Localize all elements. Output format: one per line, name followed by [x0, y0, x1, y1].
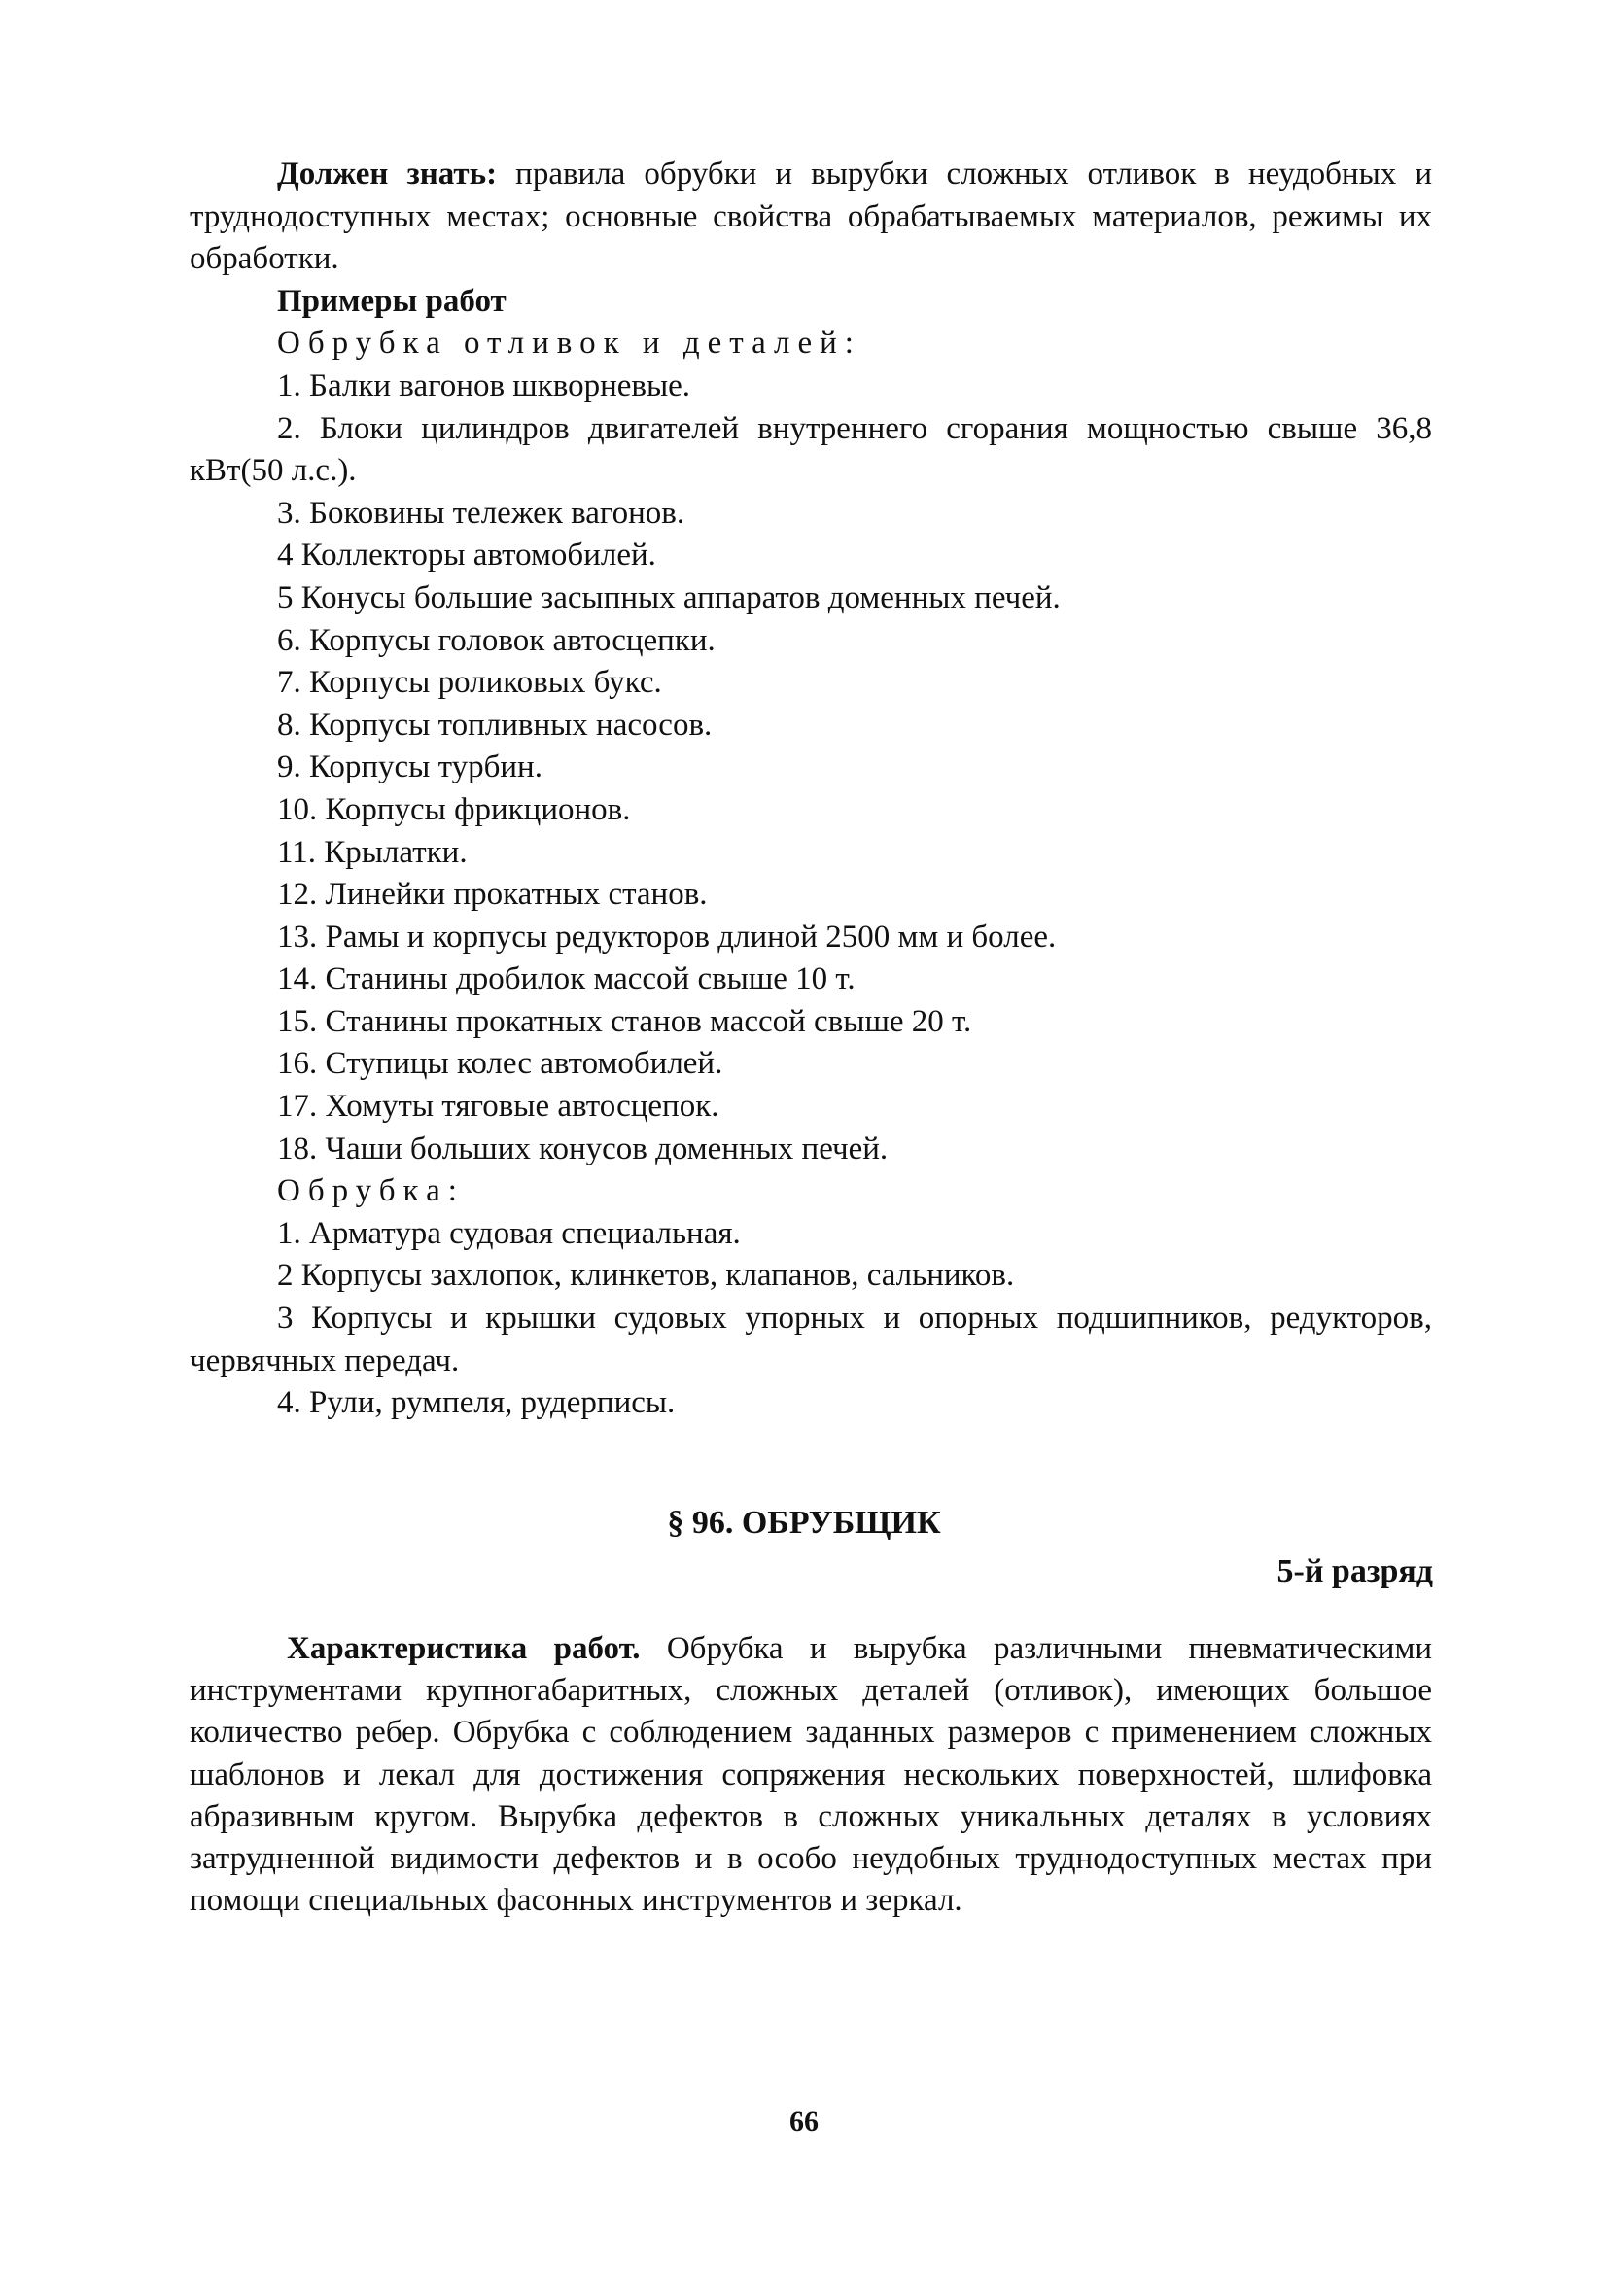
- group1-title: Обрубка отливок и деталей:: [277, 326, 861, 362]
- list-item: 4. Рули, румпеля, рудерписы.: [277, 1385, 676, 1421]
- list-item: 16. Ступицы колес автомобилей.: [277, 1046, 723, 1082]
- group2-title: Обрубка:: [277, 1173, 465, 1209]
- list-item: 3 Корпусы и крышки судовых упорных и опорных подшипников, редукторов, червячных передач.: [190, 1301, 1432, 1378]
- list-item: 18. Чаши больших конусов доменных печей.: [277, 1131, 889, 1166]
- work-characteristics-paragraph: [190, 1628, 1432, 1922]
- list-item: 1. Балки вагонов шкворневые.: [277, 367, 691, 403]
- characteristics-text: Обрубка и вырубка различными пневматическими инструментами крупногабаритных, сложных деталей (отливок), имеющих большое количество ребер. Обрубка с соблюдением заданных размеров с применением сложных шаблонов и лекал для достижения сопряжения нескольких поверхностей, шлифовка абразивным кругом. Вырубка дефектов в сложных уникальных деталях в условиях затрудненной видимости дефектов и в особо неудобных труднодоступных местах при помощи специальных фасонных инструментов и зеркал.: [190, 1631, 1432, 1919]
- list-item: 15. Станины прокатных станов массой свыше 20 т.: [277, 1003, 972, 1039]
- list-item: 6. Корпусы головок автосцепки.: [277, 622, 716, 658]
- list-item: 2. Блоки цилиндров двигателей внутреннего сгорания мощностью свыше 36,8 кВт(50 л.с.).: [190, 410, 1432, 489]
- list-item: 13. Рамы и корпусы редукторов длиной 2500 мм и более.: [277, 919, 1057, 955]
- list-item: 12. Линейки прокатных станов.: [277, 877, 708, 913]
- examples-title: Примеры работ: [277, 283, 507, 319]
- list-item: 11. Крылатки.: [277, 834, 468, 870]
- list-item: 17. Хомуты тяговые автосцепок.: [277, 1089, 719, 1125]
- list-item: 7. Корпусы роликовых букс.: [277, 665, 662, 701]
- must-know-text: правила обрубки и вырубки сложных отливок в неудобных и труднодоступных местах; основные свойства обрабатываемых материалов, режимы их обработки.: [190, 157, 1433, 277]
- list-item: 10. Корпусы фрикционов.: [277, 791, 631, 827]
- list-item: 8. Корпусы топливных насосов.: [277, 707, 713, 743]
- must-know-label: Должен знать:: [277, 157, 498, 191]
- list-item: 14. Станины дробилок массой свыше 10 т.: [277, 961, 856, 997]
- characteristics-label: Характеристика работ.: [287, 1631, 641, 1666]
- grade-label: 5-й разряд: [1276, 1553, 1433, 1589]
- list-item: 4 Коллекторы автомобилей.: [277, 538, 656, 574]
- must-know-paragraph: [190, 154, 1432, 281]
- list-item: 5 Конусы большие засыпных аппаратов доменных печей.: [277, 579, 1061, 615]
- page-number: 66: [789, 2105, 819, 2138]
- section-title: § 96. ОБРУБЩИК: [667, 1505, 941, 1541]
- list-item: 3. Боковины тележек вагонов.: [277, 495, 685, 531]
- main-text: [190, 154, 1432, 1425]
- list-item: 2 Корпусы захлопок, клинкетов, клапанов, сальников.: [277, 1258, 1015, 1294]
- list-item: 1. Арматура судовая специальная.: [277, 1215, 741, 1251]
- list-item: 9. Корпусы турбин.: [277, 749, 542, 785]
